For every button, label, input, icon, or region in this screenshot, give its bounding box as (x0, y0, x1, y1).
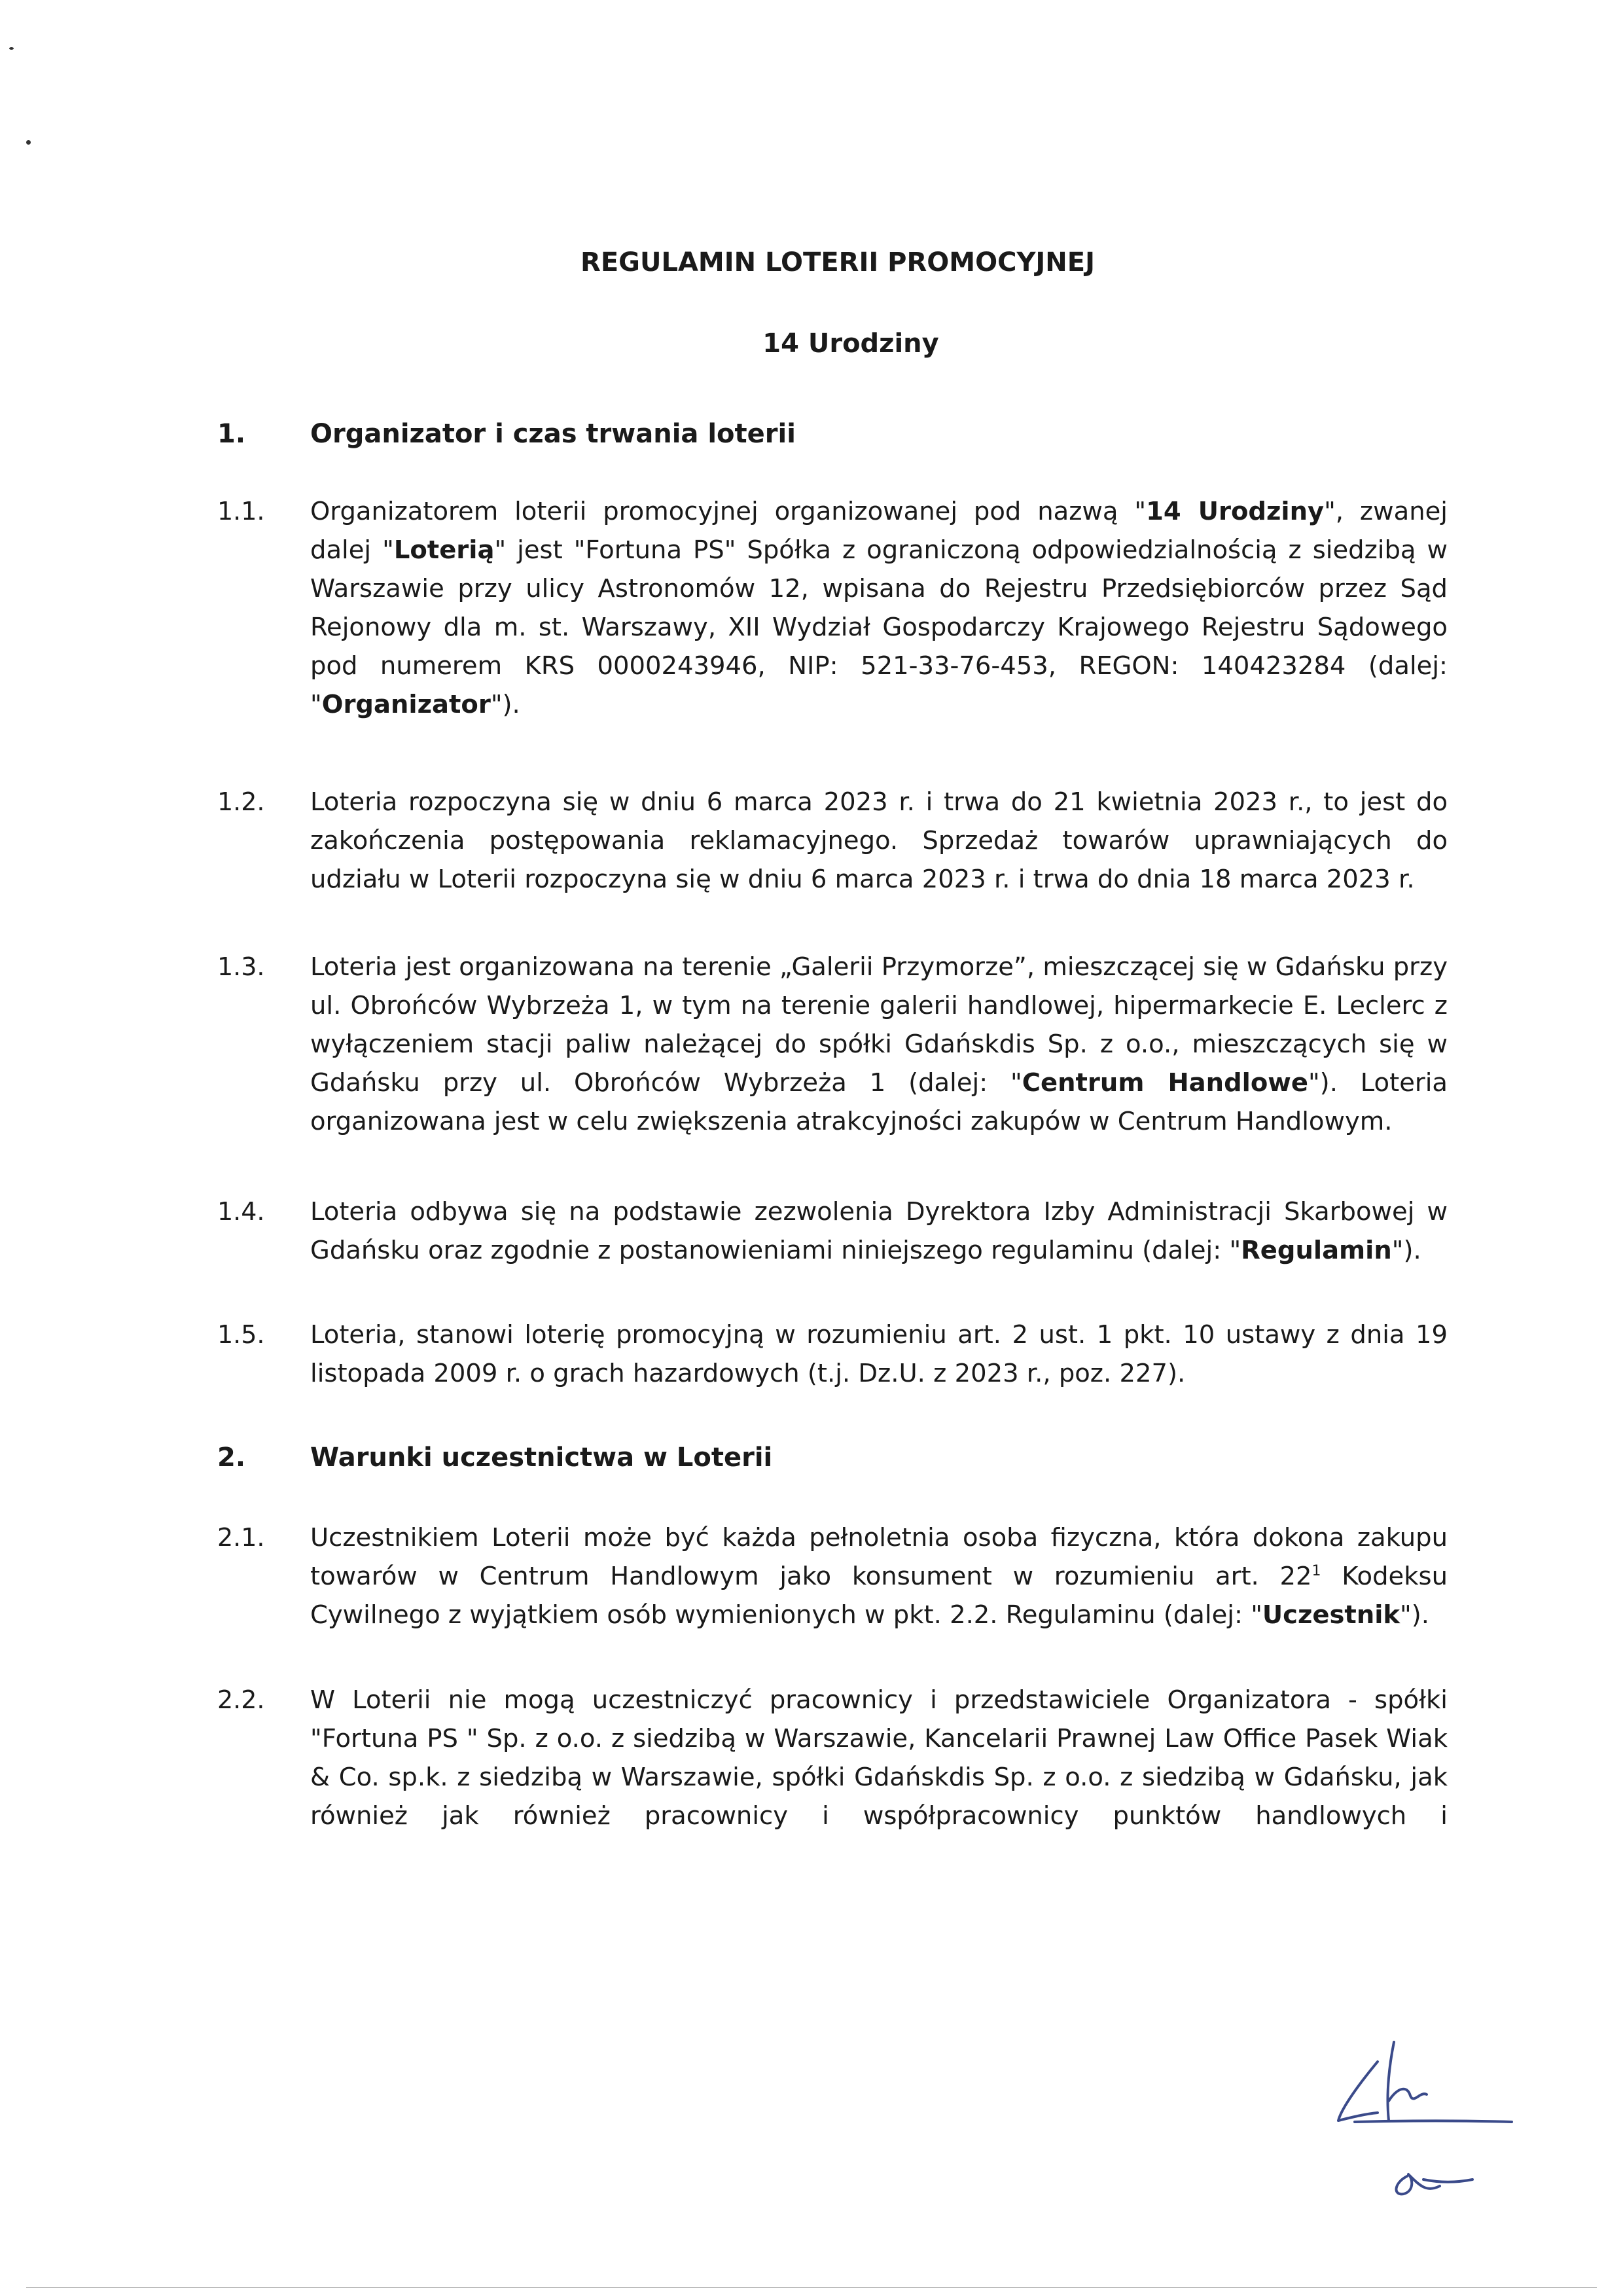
clause-number: 2.1. (217, 1523, 265, 1552)
clause-text: Loteria jest organizowana na terenie „Galerii Przymorze”, mieszczącej się w Gdańsku przy ul. Obrońców Wybrzeża 1, w tym na terenie galerii handlowej, hipermarkecie E. Leclerc z wyłączeniem stacji paliw należącej do spółki Gdańskdis Sp. z o.o., mieszczących się w Gdańsku przy ul. Obrońców Wybrzeża 1 (dalej: "Centrum Handlowe"). Loteria organizowana jest w celu zwiększenia atrakcyjności zakupów w Centrum Handlowym. (310, 952, 1448, 1136)
scan-speck (9, 47, 14, 50)
clause-1-2 (217, 783, 1448, 899)
clause-number: 1.1. (217, 497, 265, 526)
clause-2-2 (217, 1681, 1448, 1835)
section-number: 1. (217, 419, 246, 449)
section-heading (217, 1443, 772, 1473)
clause-number: 1.2. (217, 787, 265, 816)
handwritten-signature (1315, 2022, 1538, 2219)
clause-number: 1.5. (217, 1320, 265, 1349)
signature-strokes (1338, 2042, 1512, 2194)
clause-text: Organizatorem loterii promocyjnej organizowanej pod nazwą "14 Urodziny", zwanej dalej "Loterią" jest "Fortuna PS" Spółka z ograniczoną odpowiedzialnością z siedzibą w Warszawie przy ulicy Astronomów 12, wpisana do Rejestru Przedsiębiorców przez Sąd Rejonowy dla m. st. Warszawy, XII Wydział Gospodarczy Krajowego Rejestru Sądowego pod numerem KRS 0000243946, NIP: 521-33-76-453, REGON: 140423284 (dalej: "Organizator"). (310, 497, 1448, 719)
clause-1-4 (217, 1193, 1448, 1270)
clause-2-1 (217, 1518, 1448, 1634)
section-heading (217, 419, 796, 449)
section-number: 2. (217, 1443, 246, 1473)
clause-text: Loteria, stanowi loterię promocyjną w rozumieniu art. 2 ust. 1 pkt. 10 ustawy z dnia 19 listopada 2009 r. o grach hazardowych (t.j. Dz.U. z 2023 r., poz. 227). (310, 1320, 1448, 1388)
clause-1-5 (217, 1316, 1448, 1393)
document-subtitle: 14 Urodziny (762, 329, 939, 359)
clause-1-1 (217, 492, 1448, 724)
scan-speck (26, 140, 31, 145)
document-title: REGULAMIN LOTERII PROMOCYJNEJ (580, 247, 1095, 278)
clause-number: 1.4. (217, 1197, 265, 1226)
clause-1-3 (217, 948, 1448, 1141)
page-bottom-rule (26, 2287, 1597, 2288)
clause-number: 2.2. (217, 1685, 265, 1714)
clause-text: Loteria rozpoczyna się w dniu 6 marca 2023 r. i trwa do 21 kwietnia 2023 r., to jest do zakończenia postępowania reklamacyjnego. Sprzedaż towarów uprawniających do udziału w Loterii rozpoczyna się w dniu 6 marca 2023 r. i trwa do dnia 18 marca 2023 r. (310, 787, 1448, 894)
section-title: Organizator i czas trwania loterii (310, 419, 796, 449)
section-title: Warunki uczestnictwa w Loterii (310, 1443, 773, 1473)
clause-text: Uczestnikiem Loterii może być każda pełnoletnia osoba fizyczna, która dokona zakupu towarów w Centrum Handlowym jako konsument w rozumieniu art. $22^1$ Kodeksu Cywilnego z wyjątkiem osób wymienionych w pkt. 2.2. Regulaminu (dalej: "Uczestnik"). (310, 1523, 1448, 1630)
clause-number: 1.3. (217, 952, 265, 981)
clause-text: Loteria odbywa się na podstawie zezwolenia Dyrektora Izby Administracji Skarbowej w Gdańsku oraz zgodnie z postanowieniami niniejszego regulaminu (dalej: "Regulamin"). (310, 1197, 1448, 1265)
clause-text: W Loterii nie mogą uczestniczyć pracownicy i przedstawiciele Organizatora - spółki "Fortuna PS " Sp. z o.o. z siedzibą w Warszawie, Kancelarii Prawnej Law Office Pasek Wiak & Co. sp.k. z siedzibą w Warszawie, spółki Gdańskdis Sp. z o.o. z siedzibą w Gdańsku, jak również jak również pracownicy i współpracownicy punktów handlowych i (310, 1685, 1448, 1831)
